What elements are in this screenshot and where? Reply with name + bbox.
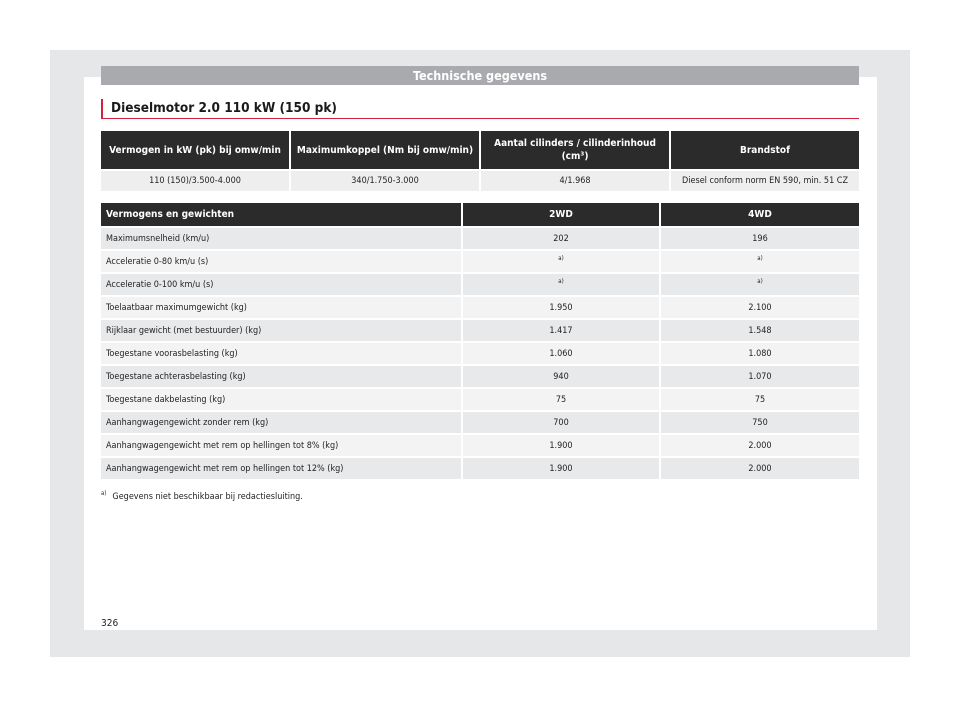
value-4wd: 2.000 xyxy=(661,456,859,479)
value-4wd xyxy=(661,249,859,272)
value-4wd: 2.000 xyxy=(661,433,859,456)
value-4wd: 1.080 xyxy=(661,341,859,364)
value-2wd: 202 xyxy=(463,226,661,249)
footnote xyxy=(101,490,859,502)
table-row xyxy=(101,249,859,272)
footnote-mark: a) xyxy=(757,254,763,262)
table-row xyxy=(101,456,859,479)
table-row xyxy=(101,410,859,433)
row-label: Acceleratie 0-100 km/u (s) xyxy=(101,272,463,295)
value-2wd: 1.950 xyxy=(463,295,661,318)
value-4wd xyxy=(661,272,859,295)
table-cell: Diesel conform norm EN 590, min. 51 CZ xyxy=(671,169,859,191)
value-2wd xyxy=(463,249,661,272)
table-cell: 4/1.968 xyxy=(481,169,671,191)
footnote-mark: a) xyxy=(558,277,564,285)
row-label: Maximumsnelheid (km/u) xyxy=(101,226,463,249)
table-row xyxy=(101,272,859,295)
column-header-torque: Maximumkoppel (Nm bij omw/min) xyxy=(291,131,481,169)
page-number: 326 xyxy=(101,618,119,629)
column-header-2wd: 2WD xyxy=(463,203,661,226)
column-header-cylinders: Aantal cilinders / cilinderinhoud (cm³) xyxy=(481,131,671,169)
value-4wd: 1.070 xyxy=(661,364,859,387)
table-row xyxy=(101,169,859,191)
value-2wd xyxy=(463,272,661,295)
column-header-fuel: Brandstof xyxy=(671,131,859,169)
engine-specs-table xyxy=(101,131,859,191)
table-row xyxy=(101,318,859,341)
value-4wd: 1.548 xyxy=(661,318,859,341)
table-row xyxy=(101,226,859,249)
table-row xyxy=(101,295,859,318)
value-4wd: 75 xyxy=(661,387,859,410)
value-2wd: 1.417 xyxy=(463,318,661,341)
row-label: Aanhangwagengewicht met rem op hellingen tot 8% (kg) xyxy=(101,433,463,456)
footnote-mark: a) xyxy=(558,254,564,262)
weights-table-header-row xyxy=(101,203,859,226)
footnote-text: Gegevens niet beschikbaar bij redactiesluiting. xyxy=(112,492,303,502)
row-label: Aanhangwagengewicht met rem op hellingen tot 12% (kg) xyxy=(101,456,463,479)
row-label: Toelaatbaar maximumgewicht (kg) xyxy=(101,295,463,318)
section-title: Dieselmotor 2.0 110 kW (150 pk) xyxy=(101,99,859,119)
value-2wd: 1.900 xyxy=(463,433,661,456)
value-2wd: 1.900 xyxy=(463,456,661,479)
row-label: Rijklaar gewicht (met bestuurder) (kg) xyxy=(101,318,463,341)
column-header-power: Vermogen in kW (pk) bij omw/min xyxy=(101,131,291,169)
row-label: Aanhangwagengewicht zonder rem (kg) xyxy=(101,410,463,433)
footnote-mark: a) xyxy=(757,277,763,285)
footnote-mark: a) xyxy=(101,490,107,497)
value-4wd: 196 xyxy=(661,226,859,249)
table-cell: 110 (150)/3.500-4.000 xyxy=(101,169,291,191)
table-row xyxy=(101,387,859,410)
row-label: Acceleratie 0-80 km/u (s) xyxy=(101,249,463,272)
value-2wd: 75 xyxy=(463,387,661,410)
value-4wd: 750 xyxy=(661,410,859,433)
engine-table-header-row xyxy=(101,131,859,169)
table-row xyxy=(101,433,859,456)
value-2wd: 700 xyxy=(463,410,661,433)
table-row xyxy=(101,364,859,387)
value-2wd: 1.060 xyxy=(463,341,661,364)
column-header-4wd: 4WD xyxy=(661,203,859,226)
row-label: Toegestane achterasbelasting (kg) xyxy=(101,364,463,387)
column-header-spec: Vermogens en gewichten xyxy=(101,203,463,226)
row-label: Toegestane voorasbelasting (kg) xyxy=(101,341,463,364)
row-label: Toegestane dakbelasting (kg) xyxy=(101,387,463,410)
value-2wd: 940 xyxy=(463,364,661,387)
table-cell: 340/1.750-3.000 xyxy=(291,169,481,191)
table-row xyxy=(101,341,859,364)
chapter-header: Technische gegevens xyxy=(101,66,859,85)
value-4wd: 2.100 xyxy=(661,295,859,318)
weights-table xyxy=(101,203,859,479)
